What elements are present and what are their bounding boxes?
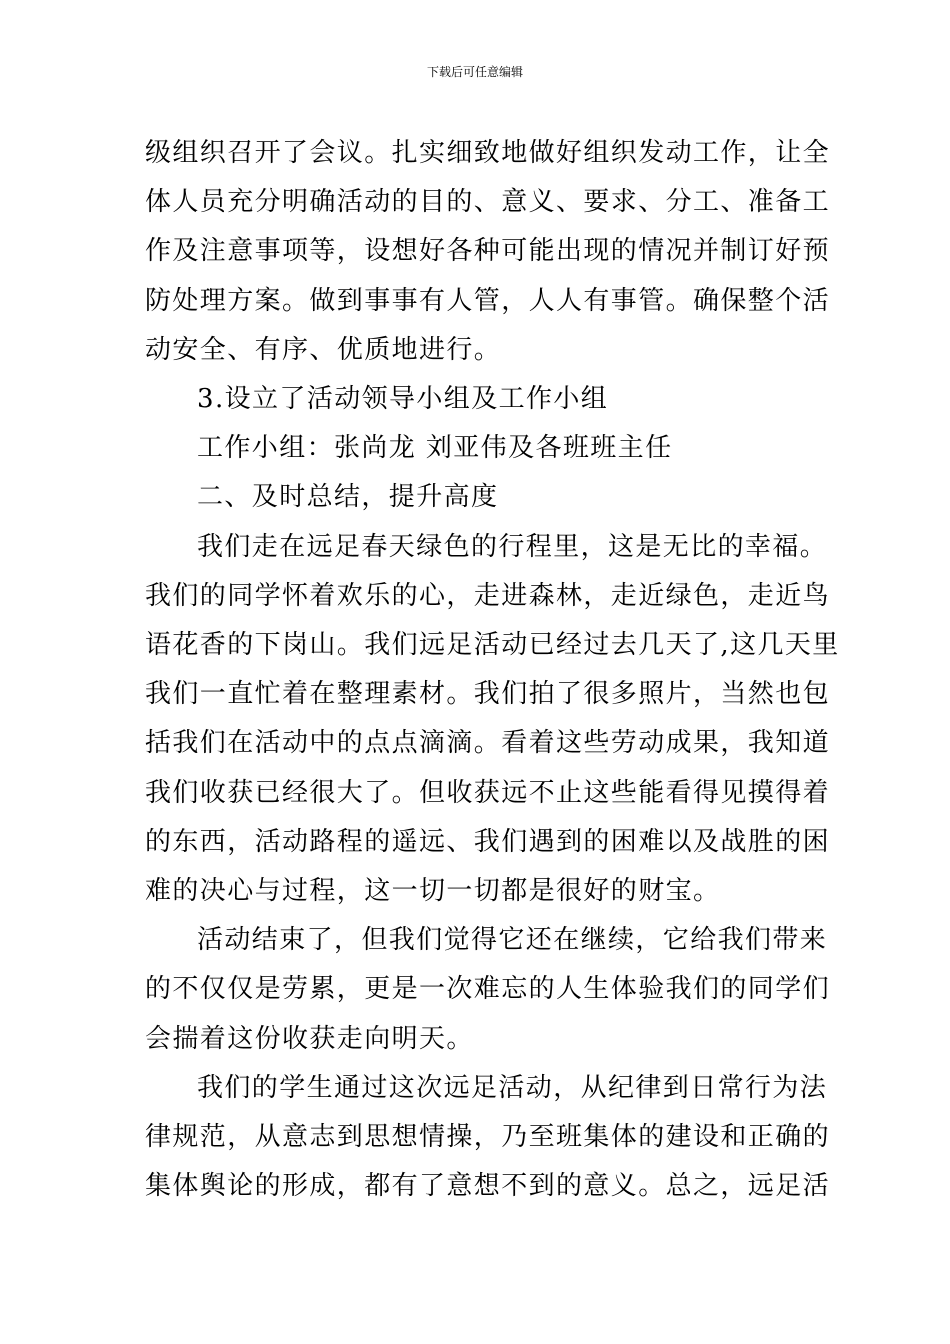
text-line: 集体舆论的形成，都有了意想不到的意义。总之，远足活 (145, 1171, 831, 1202)
text-line: 工作小组：张尚龙 刘亚伟及各班班主任 (197, 433, 673, 464)
text-line: 体人员充分明确活动的目的、意义、要求、分工、准备工 (145, 187, 831, 218)
text-line: 括我们在活动中的点点滴滴。看着这些劳动成果，我知道 (145, 728, 831, 759)
text-line: 语花香的下岗山。我们远足活动已经过去几天了,这几天里 (145, 630, 840, 661)
text-line: 动安全、有序、优质地进行。 (145, 334, 502, 365)
text-line: 我们收获已经很大了。但收获远不止这些能看得见摸得着 (145, 777, 831, 808)
text-line: 活动结束了，但我们觉得它还在继续，它给我们带来 (197, 925, 828, 956)
text-line: 律规范，从意志到思想情操，乃至班集体的建设和正确的 (145, 1122, 831, 1153)
section-heading: 二、及时总结，提升高度 (197, 482, 499, 513)
document-body (145, 129, 840, 1211)
text-line: 防处理方案。做到事事有人管，人人有事管。确保整个活 (145, 285, 831, 316)
text-line: 我们的同学怀着欢乐的心，走进森林，走近绿色，走近鸟 (145, 580, 831, 611)
text-line: 会揣着这份收获走向明天。 (145, 1023, 474, 1054)
text-line: 的不仅仅是劳累，更是一次难忘的人生体验我们的同学们 (145, 974, 831, 1005)
text-line: 3.设立了活动领导小组及工作小组 (197, 384, 609, 415)
text-line: 难的决心与过程，这一切一切都是很好的财宝。 (145, 876, 721, 907)
text-line: 我们一直忙着在整理素材。我们拍了很多照片，当然也包 (145, 679, 831, 710)
text-line: 我们走在远足春天绿色的行程里，这是无比的幸福。 (197, 531, 828, 562)
text-line: 的东西，活动路程的遥远、我们遇到的困难以及战胜的困 (145, 826, 831, 857)
page-header-note: 下载后可任意编辑 (426, 65, 523, 79)
text-line: 级组织召开了会议。扎实细致地做好组织发动工作，让全 (145, 138, 831, 168)
text-line: 我们的学生通过这次远足活动，从纪律到日常行为法 (197, 1072, 828, 1103)
text-line: 作及注意事项等，设想好各种可能出现的情况并制订好预 (145, 236, 831, 267)
